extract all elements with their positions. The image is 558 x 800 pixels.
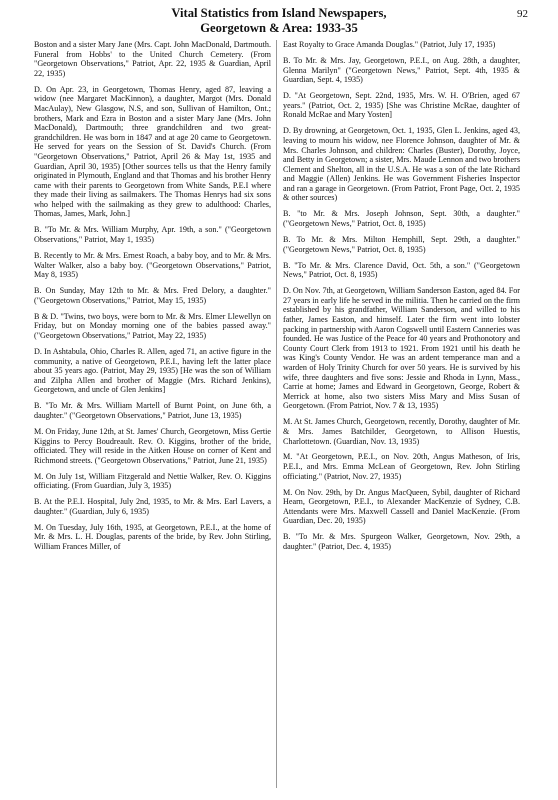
entry: B. "To Mr. & Mrs. Spurgeon Walker, Georgetown, Nov. 29th, a daughter." (Patriot, Dec. 4, 1935) bbox=[283, 532, 520, 552]
entry: B. To Mr. & Mrs. Jay, Georgetown, P.E.I., on Aug. 28th, a daughter, Glenna Marilyn" ("Georgetown News," Patriot, Sept. 4th, 1935 & Guardian, Sept. 4, 1935) bbox=[283, 55, 520, 85]
page-title bbox=[0, 6, 558, 36]
title-line-1: Vital Statistics from Island Newspapers, bbox=[171, 6, 387, 20]
entry: M. On Tuesday, July 16th, 1935, at Georgetown, P.E.I., at the home of Mr. & Mrs. L. H. Douglas, parents of the bride, by Rev. John Stirling, William Frances Miller, of bbox=[34, 522, 271, 552]
entry: B. On Sunday, May 12th to Mr. & Mrs. Fred Delory, a daughter." ("Georgetown Observations," Patriot, May 15, 1935) bbox=[34, 286, 271, 305]
entry: B. To Mr. & Mrs. Milton Hemphill, Sept. 29th, a daughter." ("Georgetown News," Patriot, Oct. 8, 1935) bbox=[283, 235, 520, 254]
entry: Boston and a sister Mary Jane (Mrs. Capt. John MacDonald, Dartmouth. Funeral from Hobbs' to the United Church Cemetery. (From "Georgetown Observations," Patriot, Apr. 22, 1935 & Guardian, April 22, 1935) bbox=[34, 40, 271, 78]
entry: East Royalty to Grace Amanda Douglas." (Patriot, July 17, 1935) bbox=[283, 40, 496, 49]
entry: D. By drowning, at Georgetown, Oct. 1, 1935, Glen L. Jenkins, aged 43, leaving to mourn his widow, nee Florence Johnson, daughter of Mr. & Mrs. Charles Johnson, and children: Charles (Buster), Dorothy, Joyce, and Betty in Georgetown; a sister, Mrs. Maude Lennon and two brothers Clement and Shelton, all in the U.S.A. He was a son of the late Richard and Maggie (Allen) Jenkins. He was Government Fisheries Inspector and ran a garage in Georgetown. (From Patriot, Front Page, Oct. 2, 1935 & other sources) bbox=[283, 126, 520, 203]
entry: M. "At Georgetown, P.E.I., on Nov. 20th, Angus Matheson, of Iris, P.E.I., and Mrs. Emma McLean of Georgetown, Rev. John Stirling officiating." (Patriot, Nov. 27, 1935) bbox=[283, 452, 520, 481]
entry: D. In Ashtabula, Ohio, Charles R. Allen, aged 71, an active figure in the community, a native of Georgetown, P.E.I., having left the latter place about 35 years ago. (Patriot, May 29, 1935) [He was the son of William and Zilpha Allen and brother of Maggie (Mrs. Richard Jenkins), Georgetown, and uncle of Glen Jenkins] bbox=[34, 346, 271, 395]
column-divider bbox=[276, 40, 277, 788]
left-column bbox=[34, 40, 271, 558]
entry: B. "to Mr. & Mrs. Joseph Johnson, Sept. 30th, a daughter." ("Georgetown News," Patriot, Oct. 8, 1935) bbox=[283, 209, 520, 229]
entry: B. Recently to Mr. & Mrs. Ernest Roach, a baby boy, and to Mr. & Mrs. Walter Walker, also a baby boy. ("Georgetown Observations," Patriot, May 8, 1935) bbox=[34, 251, 271, 280]
entry: M. On Nov. 29th, by Dr. Angus MacQueen, Sybil, daughter of Richard Hearn, Georgetown, P.E.I., to Alexander MacKenzie of Sydney, C.B. Attendants were Mrs. Maxwell Cassell and Daniel MacKenzie. (From Guardian, Dec. 20, 1935) bbox=[283, 487, 520, 526]
entry: B & D. "Twins, two boys, were born to Mr. & Mrs. Elmer Llewellyn on Friday, but on Monday morning one of the babies passed away." ("Georgetown Observations," Patriot, May 22, 1935) bbox=[34, 311, 271, 340]
entry: B. "To Mr. & Mrs. William Martell of Burnt Point, on June 6th, a daughter." ("Georgetown Observations," Patriot, June 13, 1935) bbox=[34, 401, 271, 420]
entry: M. At St. James Church, Georgetown, recently, Dorothy, daughter of Mr. & Mrs. James Batchilder, Georgetown, to Allison Huestis, Charlottetown. (Guardian, Nov. 13, 1935) bbox=[283, 417, 520, 446]
entry: M. On July 1st, William Fitzgerald and Nettie Walker, Rev. O. Kiggins officiating. (From Guardian, July 3, 1935) bbox=[34, 471, 271, 491]
entry: B. At the P.E.I. Hospital, July 2nd, 1935, to Mr. & Mrs. Earl Lavers, a daughter." (Guardian, July 6, 1935) bbox=[34, 497, 271, 516]
entry: M. On Friday, June 12th, at St. James' Church, Georgetown, Miss Gertie Kiggins to Percy Boudreault. Rev. O. Kiggins, brother of the bride, officiated. They will reside in the Aitken House on corner of Kent and Richmond streets. ("Georgetown Observations," Patriot, June 21, 1935) bbox=[34, 426, 271, 465]
right-column bbox=[283, 40, 520, 558]
entry: D. On Apr. 23, in Georgetown, Thomas Henry, aged 87, leaving a widow (nee Margaret MacKinnon), a daughter, Margot (Mrs. Donald MacAulay), New Glasgow, N.S, and son, Sullivan of Hamilton, Ont.; brothers, Mark and Ezra in Boston and a sister Mary Jane (Mrs. John MacDonald), Dartmouth; three grandchildren and two great-grandchildren. He was born in 1847 and at age 20 came to Georgetown. He served for years on the Session of St. David's Church. (From "Georgetown Observations," Patriot, April 26 & May 1st, 1935 and Guardian, April 30, 1935) [Other sources tells us that the Henry family originated in Plymouth, England and that Thomas and his brother Henry came with their parents to Georgetown from White Sands, P.E.I where they made their living as sailmakers. The Thomas Henrys had six sons who helped with the sailmaking as they grew to adulthood: Charles, Thomas, James, Mark, John.] bbox=[34, 84, 271, 219]
title-line-2: Georgetown & Area: 1933-35 bbox=[200, 21, 358, 35]
page-number: 92 bbox=[517, 8, 528, 20]
entry: D. On Nov. 7th, at Georgetown, William Sanderson Easton, aged 84. For 27 years in early life he served in the militia. Then he carried on the firm established by his grandfather, William Sanderson, and willed to his father, James Easton, and himself. Later the firm went into lobster packing in partnership with Aaron Cogswell until Eastern Canneries was founded. He was Justice of the Peace for 40 years and Prothonotory and County Court Clerk from 1913 to 1921. From 1921 until his death he was King's County Vendor. He was an ardent temperance man and a warden of Holy Trinity Church for over 50 years. He is survived by his wife, three daughters and five sons: Jessie and Rhoda in Lynn, Mass., Carrie at home; James and Edward in Georgetown, George, Robert & Merrick at home, also two sisters Miss Mary and Miss Susan of Georgetown. (From Patriot, Nov. 7 & 13, 1935) bbox=[283, 286, 520, 411]
entry: B. "To Mr. & Mrs. William Murphy, Apr. 19th, a son." ("Georgetown Observations," Patriot, May 1, 1935) bbox=[34, 225, 271, 245]
entry: B. "To Mr. & Mrs. Clarence David, Oct. 5th, a son." ("Georgetown News," Patriot, Oct. 8, 1935) bbox=[283, 260, 520, 280]
entry: D. "At Georgetown, Sept. 22nd, 1935, Mrs. W. H. O'Brien, aged 67 years." (Patriot, Oct. 2, 1935) [She was Christine McRae, daughter of Ronald McRae and Mary Yosten] bbox=[283, 91, 520, 120]
